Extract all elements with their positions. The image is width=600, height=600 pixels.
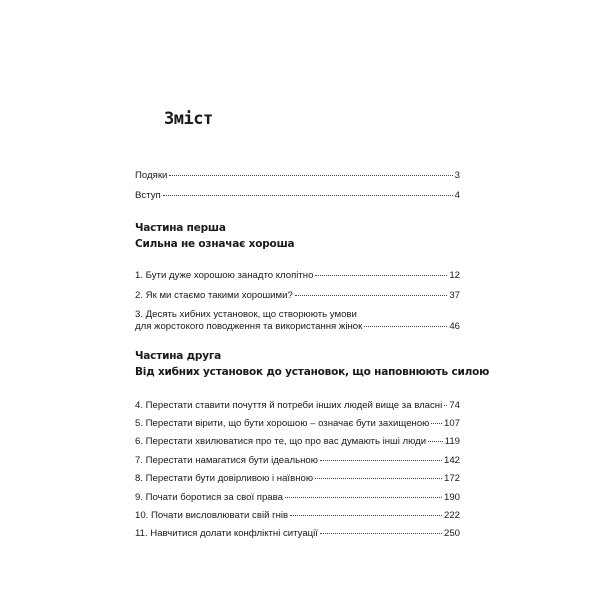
toc-entry-page: 119 bbox=[444, 436, 460, 447]
toc-entry bbox=[135, 492, 460, 504]
toc-entry-label: 4. Перестати ставити почуття й потреби інших людей вище за власні bbox=[135, 400, 443, 411]
toc-entry-page: 74 bbox=[449, 400, 460, 411]
dot-leader bbox=[295, 295, 447, 296]
toc-entry bbox=[135, 270, 460, 282]
toc-entry-page: 37 bbox=[449, 290, 460, 301]
dot-leader bbox=[285, 497, 442, 498]
toc-entry-page: 46 bbox=[449, 321, 460, 332]
toc-entry bbox=[135, 400, 460, 412]
toc-entry-label: 9. Почати боротися за свої права bbox=[135, 492, 283, 503]
toc-entry-label: 11. Навчитися долати конфліктні ситуації bbox=[135, 528, 318, 539]
toc-entry-label: 1. Бути дуже хорошою занадто клопітно bbox=[135, 270, 314, 281]
part-two-heading: Частина друга bbox=[135, 350, 222, 362]
toc-entry-page: 4 bbox=[454, 190, 460, 201]
toc-entry-label: Вступ bbox=[135, 190, 161, 201]
toc-entry bbox=[135, 455, 460, 467]
toc-entry-label: Подяки bbox=[135, 170, 168, 181]
toc-entry-page: 12 bbox=[449, 270, 460, 281]
dot-leader bbox=[163, 195, 453, 196]
toc-entry-page: 3 bbox=[454, 170, 460, 181]
toc-entry bbox=[135, 321, 460, 333]
toc-entry bbox=[135, 418, 460, 430]
contents-title: Зміст bbox=[164, 109, 213, 129]
dot-leader bbox=[315, 275, 447, 276]
toc-entry-page: 190 bbox=[443, 492, 460, 503]
part-one-subtitle: Сильна не означає хороша bbox=[135, 238, 295, 250]
toc-entry-label: для жорстокого поводження та використання жінок bbox=[135, 321, 363, 332]
toc-entry-introduction bbox=[135, 190, 460, 202]
toc-entry-page: 172 bbox=[443, 473, 460, 484]
toc-entry-label: 2. Як ми стаємо такими хорошими? bbox=[135, 290, 293, 301]
dot-leader bbox=[290, 515, 442, 516]
dot-leader bbox=[169, 175, 452, 176]
toc-entry-page: 250 bbox=[443, 528, 460, 539]
dot-leader bbox=[320, 460, 442, 461]
toc-entry bbox=[135, 290, 460, 302]
toc-entry-label: 7. Перестати намагатися бути ідеальною bbox=[135, 455, 318, 466]
toc-entry bbox=[135, 510, 460, 522]
part-two-subtitle: Від хибних установок до установок, що наповнюють силою bbox=[135, 366, 490, 378]
dot-leader bbox=[320, 533, 442, 534]
dot-leader bbox=[364, 326, 447, 327]
dot-leader bbox=[428, 441, 443, 442]
toc-entry bbox=[135, 528, 460, 540]
toc-entry-label: 5. Перестати вірити, що бути хорошою – означає бути захищеною bbox=[135, 418, 430, 429]
part-one-heading: Частина перша bbox=[135, 222, 226, 234]
toc-entry-label: 10. Почати висловлювати свій гнів bbox=[135, 510, 289, 521]
toc-entry-page: 142 bbox=[443, 455, 460, 466]
dot-leader bbox=[444, 405, 447, 406]
toc-entry-label: 8. Перестати бути довірливою і наївною bbox=[135, 473, 314, 484]
toc-entry-line1: 3. Десять хибних установок, що створюють умови bbox=[135, 309, 357, 320]
toc-entry-label: 6. Перестати хвилюватися про те, що про вас думають інші люди bbox=[135, 436, 427, 447]
toc-entry-acknowledgements bbox=[135, 170, 460, 182]
dot-leader bbox=[431, 423, 442, 424]
dot-leader bbox=[315, 478, 442, 479]
toc-entry-page: 222 bbox=[443, 510, 460, 521]
toc-entry bbox=[135, 473, 460, 485]
toc-entry-page: 107 bbox=[443, 418, 460, 429]
toc-entry bbox=[135, 436, 460, 448]
